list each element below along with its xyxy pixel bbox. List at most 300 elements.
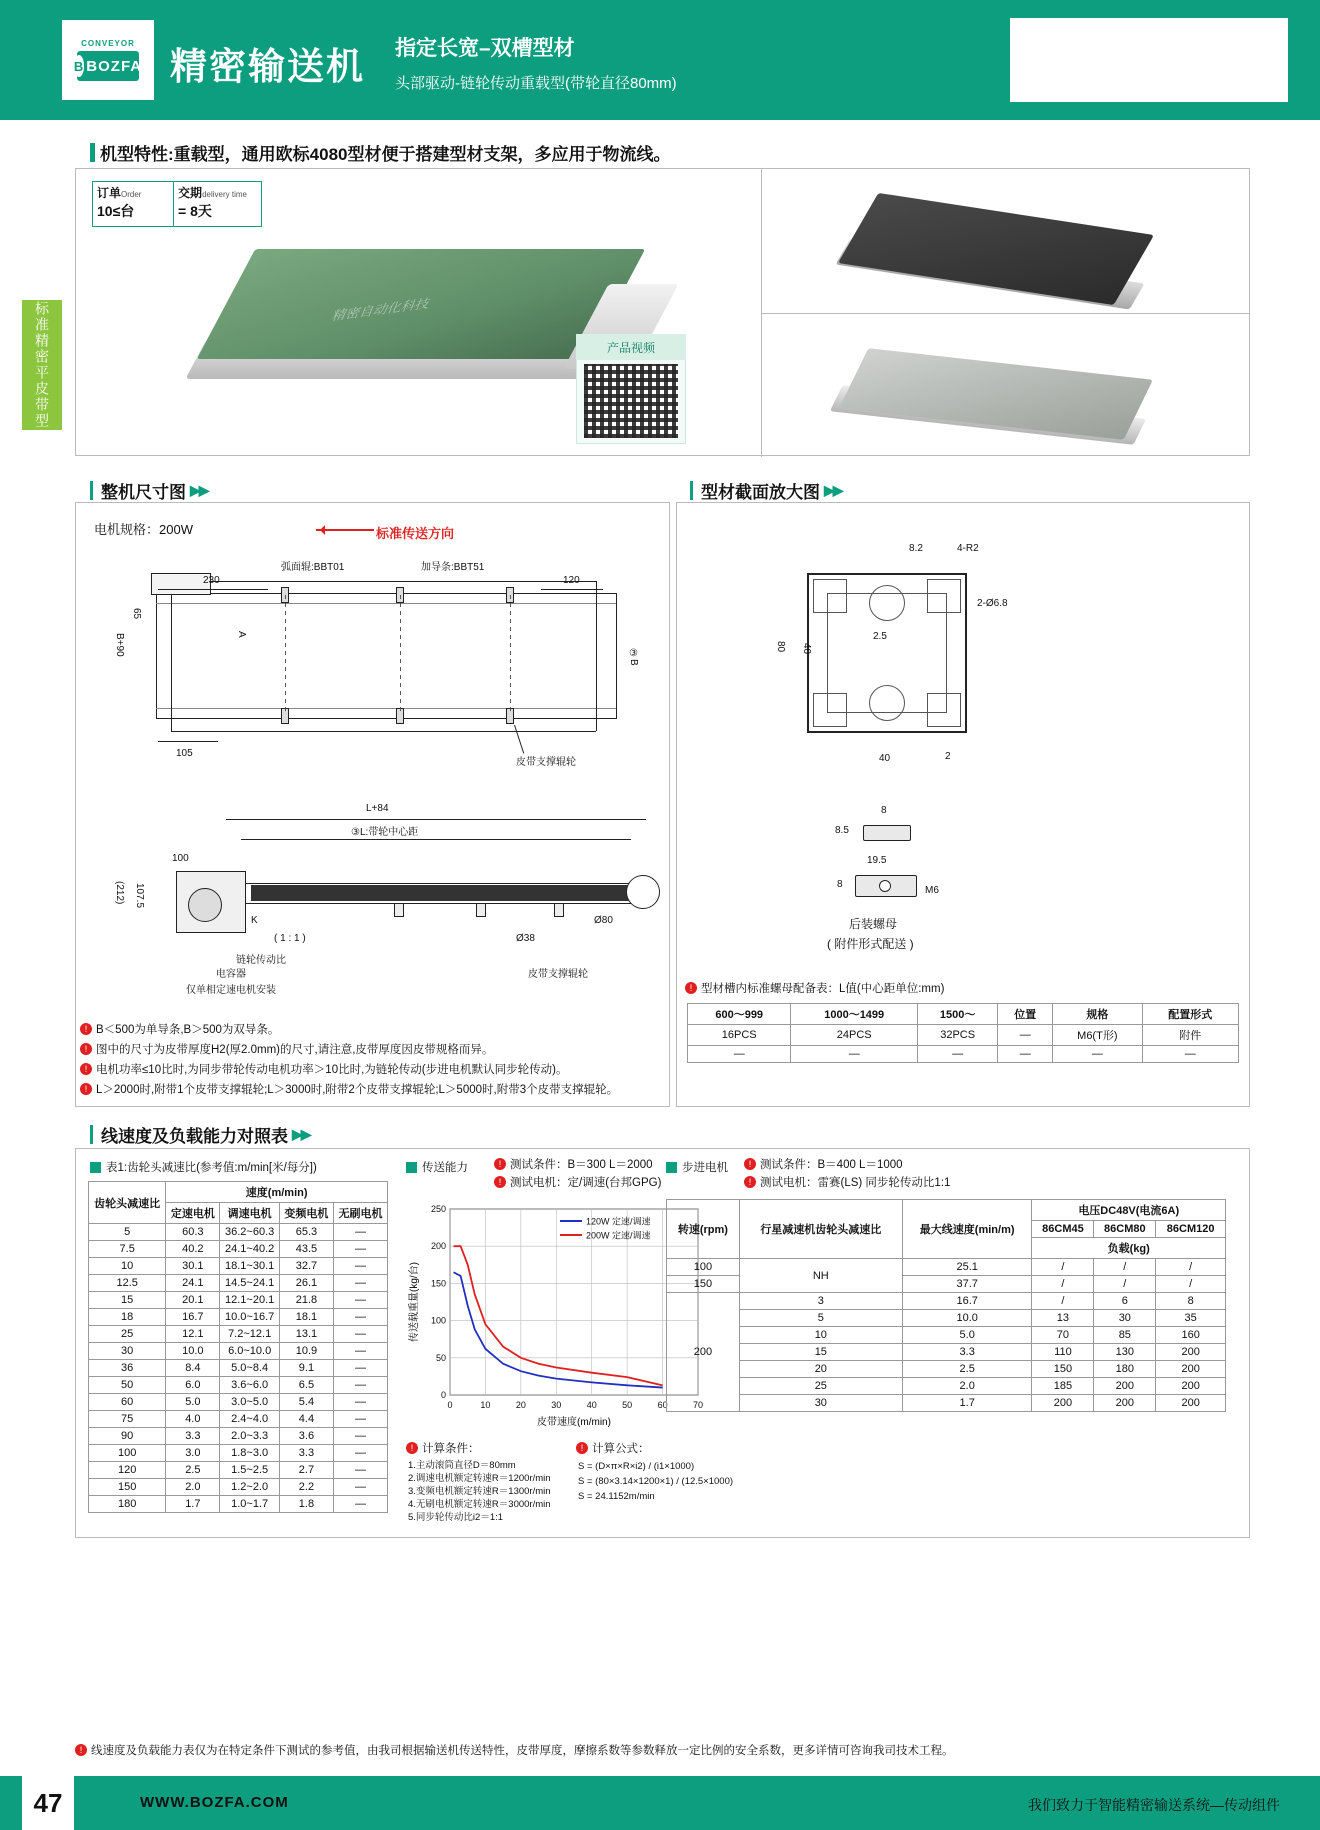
footer-url: WWW.BOZFA.COM — [140, 1794, 289, 1811]
table-cell: 25.1 — [902, 1259, 1032, 1276]
table-cell: 7.5 — [89, 1241, 166, 1258]
table-cell: 3 — [739, 1293, 902, 1310]
capacity-chart-svg — [406, 1199, 706, 1429]
profile-slot-tl — [813, 579, 847, 613]
order-value: 10≤台 — [97, 203, 135, 219]
nut-thread-icon — [879, 880, 891, 892]
sprocket-icon — [188, 888, 222, 922]
th-planetary-ratio: 行星减速机齿轮头减速比 — [739, 1200, 902, 1259]
table-cell: 12.5 — [89, 1275, 166, 1292]
table-row — [89, 1275, 388, 1292]
table-cell: 1.0~1.7 — [220, 1496, 280, 1513]
table-cell: — — [333, 1377, 387, 1394]
dim-center-distance: ③L:带轮中心距 — [351, 827, 419, 838]
table-row — [89, 1292, 388, 1309]
dimension-drawing-title — [90, 478, 208, 503]
svg-text:0: 0 — [447, 1400, 453, 1410]
capacity-caption: 传送能力 — [406, 1159, 468, 1175]
header-white-block — [1010, 18, 1288, 102]
table-cell: 36.2~60.3 — [220, 1224, 280, 1241]
table-cell: 130 — [1094, 1344, 1156, 1361]
formula-item: S = (80×3.14×1200×1) / (12.5×1000) — [578, 1476, 734, 1487]
table-cell: 18.1 — [279, 1309, 333, 1326]
capacity-cond-2: ! 测试电机：定/调速(台邦GPG) — [494, 1175, 754, 1191]
table-cell: — — [333, 1275, 387, 1292]
warning-icon: ! — [685, 982, 697, 994]
table-cell: M6(T形) — [1053, 1025, 1142, 1046]
svg-text:30: 30 — [551, 1400, 562, 1410]
table-cell: — — [333, 1479, 387, 1496]
delivery-cell — [174, 182, 261, 226]
table-cell: 5 — [739, 1310, 902, 1327]
title-bar-icon — [90, 143, 95, 162]
table-cell: 200 — [1156, 1361, 1226, 1378]
table-cell: 200 — [1156, 1378, 1226, 1395]
table-cell: — — [333, 1360, 387, 1377]
table-row — [667, 1259, 1226, 1276]
dimension-drawing-panel — [75, 502, 670, 1107]
table-cell: 35 — [1156, 1310, 1226, 1327]
capacity-chart — [406, 1199, 706, 1429]
nut-table-header: 规格 — [1053, 1004, 1142, 1025]
formula-item: S = (D×π×R×i2) / (i1×1000) — [578, 1461, 695, 1472]
calc-cond-title: ! 计算条件： — [406, 1441, 556, 1457]
note-4: ! L＞2000时,附带1个皮带支撑辊轮;L＞3000时,附带2个皮带支撑辊轮;L＞5000时,附带3个皮带支撑辊轮。 — [80, 1082, 690, 1098]
table-cell: 65.3 — [279, 1224, 333, 1241]
calc-cond-item: 1.主动滚筒直径D＝80mm — [408, 1460, 516, 1471]
table-cell: 6.0~10.0 — [220, 1343, 280, 1360]
svg-text:10: 10 — [480, 1400, 491, 1410]
table-cell: 3.6 — [279, 1428, 333, 1445]
table-row — [667, 1293, 1226, 1310]
calc-cond-list — [408, 1459, 568, 1524]
stepper-cond-2: ! 测试电机：雷赛(LS) 同步轮传动比1:1 — [744, 1175, 1084, 1191]
table-header-row — [688, 1004, 1239, 1025]
topview-line — [156, 603, 616, 604]
dim-38: Ø38 — [516, 933, 535, 944]
label-rear-nut-title: 后装螺母 — [849, 917, 898, 931]
table-cell: 18 — [89, 1309, 166, 1326]
profile-slot-bl — [813, 693, 847, 727]
page-header — [0, 0, 1320, 120]
direction-label: 标准传送方向 — [376, 526, 455, 541]
topview-line — [616, 593, 617, 719]
capacity-cond-1: ! 测试条件：B＝300 L＝2000 — [494, 1157, 734, 1173]
warning-icon: ! — [75, 1744, 87, 1756]
table-cell: 30 — [1094, 1310, 1156, 1327]
profile-hole-top — [869, 585, 905, 621]
table-cell: 5.0 — [902, 1327, 1032, 1344]
svg-text:传送载重量(kg/台): 传送载重量(kg/台) — [409, 1262, 420, 1342]
topview-line — [171, 731, 596, 732]
table-cell: — — [333, 1445, 387, 1462]
table-cell: 3.6~6.0 — [220, 1377, 280, 1394]
motor-spec-label: 电机规格：200W — [94, 522, 193, 537]
th-rpm: 转速(rpm) — [667, 1200, 740, 1259]
table-cell: 2.4~4.0 — [220, 1411, 280, 1428]
dim-B90: B+90 — [114, 633, 125, 657]
pulley-icon — [626, 875, 660, 909]
table-cell: 6.5 — [279, 1377, 333, 1394]
table-cell: 36 — [89, 1360, 166, 1377]
table-row — [89, 1309, 388, 1326]
nut-table-header: 位置 — [998, 1004, 1053, 1025]
svg-text:150: 150 — [430, 1278, 446, 1289]
conveyor-photo-dark — [816, 199, 1216, 309]
table-cell: 3.3 — [166, 1428, 220, 1445]
label-chain-ratio: 链轮传动比 — [236, 955, 286, 966]
table-cell: — — [1053, 1046, 1142, 1063]
th-max-linear-speed: 最大线速度(min/m) — [902, 1200, 1032, 1259]
table-cell: 2.5 — [902, 1361, 1032, 1378]
table-cell: 160 — [1156, 1327, 1226, 1344]
topview-line — [156, 708, 616, 709]
table-cell: 200 — [1156, 1344, 1226, 1361]
gear-ratio-speed-table — [88, 1181, 388, 1513]
table-cell: 15 — [89, 1292, 166, 1309]
topview-line — [156, 593, 616, 594]
dim-80-profile: 80 — [775, 641, 786, 653]
th-gear-ratio: 齿轮头减速比 — [89, 1182, 166, 1224]
square-bullet-icon — [666, 1162, 677, 1173]
svg-text:40: 40 — [586, 1400, 597, 1410]
table-cell: 2.5 — [166, 1462, 220, 1479]
sideview-belt — [251, 885, 631, 901]
svg-text:200W 定速/调速: 200W 定速/调速 — [586, 1230, 651, 1241]
table-row — [89, 1343, 388, 1360]
dim-80: Ø80 — [594, 915, 613, 926]
calc-cond-item: 2.调速电机额定转速R＝1200r/min — [408, 1473, 551, 1484]
table-cell: 10 — [739, 1327, 902, 1344]
svg-text:50: 50 — [622, 1400, 633, 1410]
table-cell: 100 — [89, 1445, 166, 1462]
dim-4R2: 4-R2 — [957, 543, 979, 554]
speed-footnote: ! 线速度及负载能力表仅为在特定条件下测试的参考值，由我司根据输送机传送特性，皮带厚度，摩擦系数等参数释放一定比例的安全系数，更多详情可咨询我司技术工程。 — [75, 1742, 1250, 1758]
table-cell: — — [333, 1309, 387, 1326]
profile-hole-bottom — [869, 685, 905, 721]
th-inverter-motor: 变频电机 — [279, 1203, 333, 1224]
title-bar-icon — [690, 481, 693, 500]
table-cell: 21.8 — [279, 1292, 333, 1309]
table-cell: — — [333, 1292, 387, 1309]
order-delivery-badge — [92, 181, 262, 227]
table-row — [89, 1496, 388, 1513]
dim-19-5: 19.5 — [867, 855, 887, 866]
table-cell: 110 — [1032, 1344, 1094, 1361]
table-cell-rpm: 100 — [667, 1259, 740, 1276]
stepper-caption: 步进电机 — [666, 1159, 728, 1175]
table-cell: NH — [739, 1259, 902, 1293]
table-header-row — [89, 1182, 388, 1203]
table-cell: — — [333, 1411, 387, 1428]
chevron-right-icon: ▶▶ — [190, 482, 208, 498]
speed-load-title-text: 线速度及负载能力对照表 — [101, 1127, 288, 1146]
th-brushless-motor: 无刷电机 — [333, 1203, 387, 1224]
nut-table-caption: ! 型材槽内标准螺母配备表：L值(中心距单位:mm) — [685, 981, 1245, 997]
th-86cm120: 86CM120 — [1156, 1221, 1226, 1238]
dim-B: ③B — [628, 648, 639, 666]
dim-8-5: 8.5 — [835, 825, 849, 836]
label-capacitor: 电容器 — [216, 969, 246, 980]
belt-support-roller — [476, 903, 486, 917]
table-cell: 150 — [1032, 1361, 1094, 1378]
warning-icon: ! — [744, 1158, 756, 1170]
dim-40-v: 40 — [801, 643, 812, 655]
table-cell: 24PCS — [791, 1025, 918, 1046]
page-subtitle-1: 指定长宽–双槽型材 — [395, 37, 575, 60]
table-cell: 18.1~30.1 — [220, 1258, 280, 1275]
table-cell: 1.8 — [279, 1496, 333, 1513]
table-cell: 25 — [89, 1326, 166, 1343]
conveyor-photo-gray — [806, 344, 1216, 454]
center-line — [400, 595, 401, 715]
dimension-title-text: 整机尺寸图 — [101, 483, 186, 502]
table-cell: 6 — [1094, 1293, 1156, 1310]
chevron-right-icon: ▶▶ — [292, 1126, 310, 1142]
nut-table-header: 配置形式 — [1142, 1004, 1238, 1025]
dim-line — [241, 839, 631, 840]
table-cell-rpm: 200 — [667, 1293, 740, 1412]
nut-config-table — [687, 1003, 1239, 1063]
table-cell: 16PCS — [688, 1025, 791, 1046]
svg-text:70: 70 — [692, 1400, 704, 1410]
svg-text:50: 50 — [435, 1352, 446, 1363]
label-ratio: ( 1 : 1 ) — [274, 933, 306, 944]
table-cell: 2.0 — [166, 1479, 220, 1496]
svg-text:0: 0 — [440, 1390, 446, 1400]
product-photo-panel — [75, 168, 1250, 456]
dim-A: A — [236, 631, 247, 638]
table-cell: 9.1 — [279, 1360, 333, 1377]
table-cell: 75 — [89, 1411, 166, 1428]
side-tab-category: 标准精密平皮带型 — [22, 300, 62, 430]
table-cell: 90 — [89, 1428, 166, 1445]
warning-icon: ! — [494, 1176, 506, 1188]
table-row — [667, 1327, 1226, 1344]
table-cell: 10.9 — [279, 1343, 333, 1360]
table-row — [89, 1377, 388, 1394]
table-row — [89, 1411, 388, 1428]
svg-text:250: 250 — [430, 1204, 446, 1214]
table-row — [89, 1462, 388, 1479]
table-cell-rpm: 150 — [667, 1276, 740, 1293]
table-cell: — — [333, 1258, 387, 1275]
table-row — [89, 1241, 388, 1258]
table-cell: 24.1 — [166, 1275, 220, 1292]
dim-line — [158, 589, 268, 590]
label-belt-support-roller-2: 皮带支撑辊轮 — [528, 969, 588, 980]
table-cell: 1.2~2.0 — [220, 1479, 280, 1496]
label-belt-support-roller: 皮带支撑辊轮 — [516, 757, 576, 768]
table-cell: / — [1156, 1276, 1226, 1293]
dim-line — [158, 741, 218, 742]
center-line — [510, 595, 511, 715]
table-cell: 5 — [89, 1224, 166, 1241]
table-cell: 13.1 — [279, 1326, 333, 1343]
dim-100: 100 — [172, 853, 189, 864]
warning-icon: ! — [80, 1063, 92, 1075]
label-capacitor-note: 仅单相定速电机安装 — [186, 985, 276, 996]
table-cell: 3.0~5.0 — [220, 1394, 280, 1411]
table-cell: / — [1032, 1259, 1094, 1276]
formula-list — [578, 1459, 738, 1504]
warning-icon: ! — [80, 1023, 92, 1035]
table-row — [89, 1360, 388, 1377]
table-cell: / — [1094, 1276, 1156, 1293]
speed-load-panel — [75, 1148, 1250, 1538]
table-cell: 200 — [1156, 1395, 1226, 1412]
table-cell: 24.1~40.2 — [220, 1241, 280, 1258]
th-86cm45: 86CM45 — [1032, 1221, 1094, 1238]
table-cell: 6.0 — [166, 1377, 220, 1394]
title-bar-icon — [90, 481, 93, 500]
page-title: 精密输送机 — [170, 46, 365, 87]
dim-8: 8 — [881, 805, 887, 816]
label-arc-roller: 弧面辊:BBT01 — [281, 562, 345, 573]
table-cell: 32PCS — [917, 1025, 997, 1046]
page-number: 47 — [22, 1776, 74, 1830]
topview-line — [156, 593, 157, 719]
table-cell: 3.0 — [166, 1445, 220, 1462]
footer-slogan: 我们致力于智能精密输送系统—传动组件 — [1028, 1797, 1280, 1813]
table-cell: 1.7 — [902, 1395, 1032, 1412]
stepper-cond-1: ! 测试条件：B＝400 L＝1000 — [744, 1157, 1044, 1173]
table-cell: 13 — [1032, 1310, 1094, 1327]
table-cell: / — [1094, 1259, 1156, 1276]
table-cell: 20.1 — [166, 1292, 220, 1309]
table-cell: 1.7 — [166, 1496, 220, 1513]
table-cell: — — [688, 1046, 791, 1063]
dim-105: 105 — [176, 748, 193, 759]
section-view-panel — [676, 502, 1250, 1107]
table-cell: 200 — [1032, 1395, 1094, 1412]
table-cell: 15 — [739, 1344, 902, 1361]
dim-212: (212) — [114, 881, 125, 905]
table-cell: 3.3 — [279, 1445, 333, 1462]
dim-1075: 107.5 — [134, 883, 145, 909]
svg-text:60: 60 — [657, 1400, 668, 1410]
table-cell: 5.0~8.4 — [220, 1360, 280, 1377]
nut-side-view — [863, 825, 911, 841]
table-cell: 120 — [89, 1462, 166, 1479]
topview-line — [156, 718, 616, 719]
brand-logo-mark — [73, 51, 143, 81]
table-cell: — — [333, 1326, 387, 1343]
calc-cond-item: 5.同步轮传动比i2＝1:1 — [408, 1512, 504, 1523]
table-cell: 14.5~24.1 — [220, 1275, 280, 1292]
table-row — [89, 1479, 388, 1496]
table-cell: 70 — [1032, 1327, 1094, 1344]
order-label: 订单Order — [97, 186, 142, 200]
topview-line — [596, 581, 597, 731]
table-cell: 5.0 — [166, 1394, 220, 1411]
table-cell: 180 — [89, 1496, 166, 1513]
table-cell: 200 — [1094, 1395, 1156, 1412]
sideview-line — [241, 903, 641, 904]
th-voltage-group: 电压DC48V(电流6A) — [1032, 1200, 1226, 1221]
table-cell: 180 — [1094, 1361, 1156, 1378]
table-cell: 12.1~20.1 — [220, 1292, 280, 1309]
warning-icon: ! — [80, 1043, 92, 1055]
calc-cond-item: 3.变频电机额定转速R＝1300r/min — [408, 1486, 551, 1497]
nut-table-header: 1500～ — [917, 1004, 997, 1025]
stepper-motor-table — [666, 1199, 1226, 1412]
speed-load-title — [90, 1122, 310, 1147]
dim-2: 2 — [945, 751, 951, 762]
table-row — [89, 1326, 388, 1343]
table-cell: 1.8~3.0 — [220, 1445, 280, 1462]
table-cell: 30.1 — [166, 1258, 220, 1275]
table-cell: 10.0~16.7 — [220, 1309, 280, 1326]
photo-divider-2 — [761, 313, 1250, 314]
dim-8-2: 8.2 — [909, 543, 923, 554]
table-row — [667, 1395, 1226, 1412]
table-row — [667, 1361, 1226, 1378]
table-cell: — — [333, 1241, 387, 1258]
table-cell: 30 — [89, 1343, 166, 1360]
profile-slot-tr — [927, 579, 961, 613]
table-cell: / — [1156, 1259, 1226, 1276]
page-subtitle-2: 头部驱动-链轮传动重载型(带轮直径80mm) — [395, 75, 677, 92]
calc-cond-item: 4.无刷电机额定转速R＝3000r/min — [408, 1499, 551, 1510]
square-bullet-icon — [90, 1162, 101, 1173]
table-row — [89, 1258, 388, 1275]
belt-support-roller — [394, 903, 404, 917]
table-cell: — — [333, 1394, 387, 1411]
section-view-title-text: 型材截面放大图 — [701, 483, 820, 502]
table-cell: 1.5~2.5 — [220, 1462, 280, 1479]
nut-table-header: 1000～1499 — [791, 1004, 918, 1025]
table-cell: — — [998, 1025, 1053, 1046]
table-row — [89, 1445, 388, 1462]
table-cell: — — [333, 1343, 387, 1360]
table-cell: — — [333, 1224, 387, 1241]
brand-logo-circle-icon: B — [74, 55, 84, 77]
table-cell: / — [1032, 1276, 1094, 1293]
svg-text:20: 20 — [515, 1400, 526, 1410]
table-cell: — — [333, 1496, 387, 1513]
leader-line — [514, 725, 524, 754]
table-cell: 2.2 — [279, 1479, 333, 1496]
warning-icon: ! — [494, 1158, 506, 1170]
nut-table-header: 600～999 — [688, 1004, 791, 1025]
brand-logo-word: CONVEYOR — [81, 39, 135, 48]
table-cell: 30 — [739, 1395, 902, 1412]
table-row — [89, 1394, 388, 1411]
qr-code-icon[interactable] — [584, 364, 678, 438]
svg-text:120W 定速/调速: 120W 定速/调速 — [586, 1216, 651, 1227]
table-cell: — — [998, 1046, 1053, 1063]
dim-L84: L+84 — [366, 803, 389, 814]
table-cell: 4.4 — [279, 1411, 333, 1428]
table-cell: 2.7 — [279, 1462, 333, 1479]
delivery-value: = 8天 — [178, 203, 212, 219]
table-row — [667, 1344, 1226, 1361]
table-cell: — — [333, 1428, 387, 1445]
dim-65: 65 — [131, 608, 142, 620]
product-video-label: 产品视频 — [576, 334, 686, 360]
table-cell: 200 — [1094, 1378, 1156, 1395]
table-cell: 12.1 — [166, 1326, 220, 1343]
feature-title-text: 机型特性:重载型，通用欧标4080型材便于搭建型材支架，多应用于物流线。 — [100, 145, 671, 164]
center-line — [285, 595, 286, 715]
table-cell: 3.3 — [902, 1344, 1032, 1361]
delivery-label: 交期delivery time — [178, 186, 247, 200]
table-cell: / — [1032, 1293, 1094, 1310]
table-cell: — — [791, 1046, 918, 1063]
svg-text:100: 100 — [430, 1315, 446, 1326]
th-variable-motor: 调速电机 — [220, 1203, 280, 1224]
